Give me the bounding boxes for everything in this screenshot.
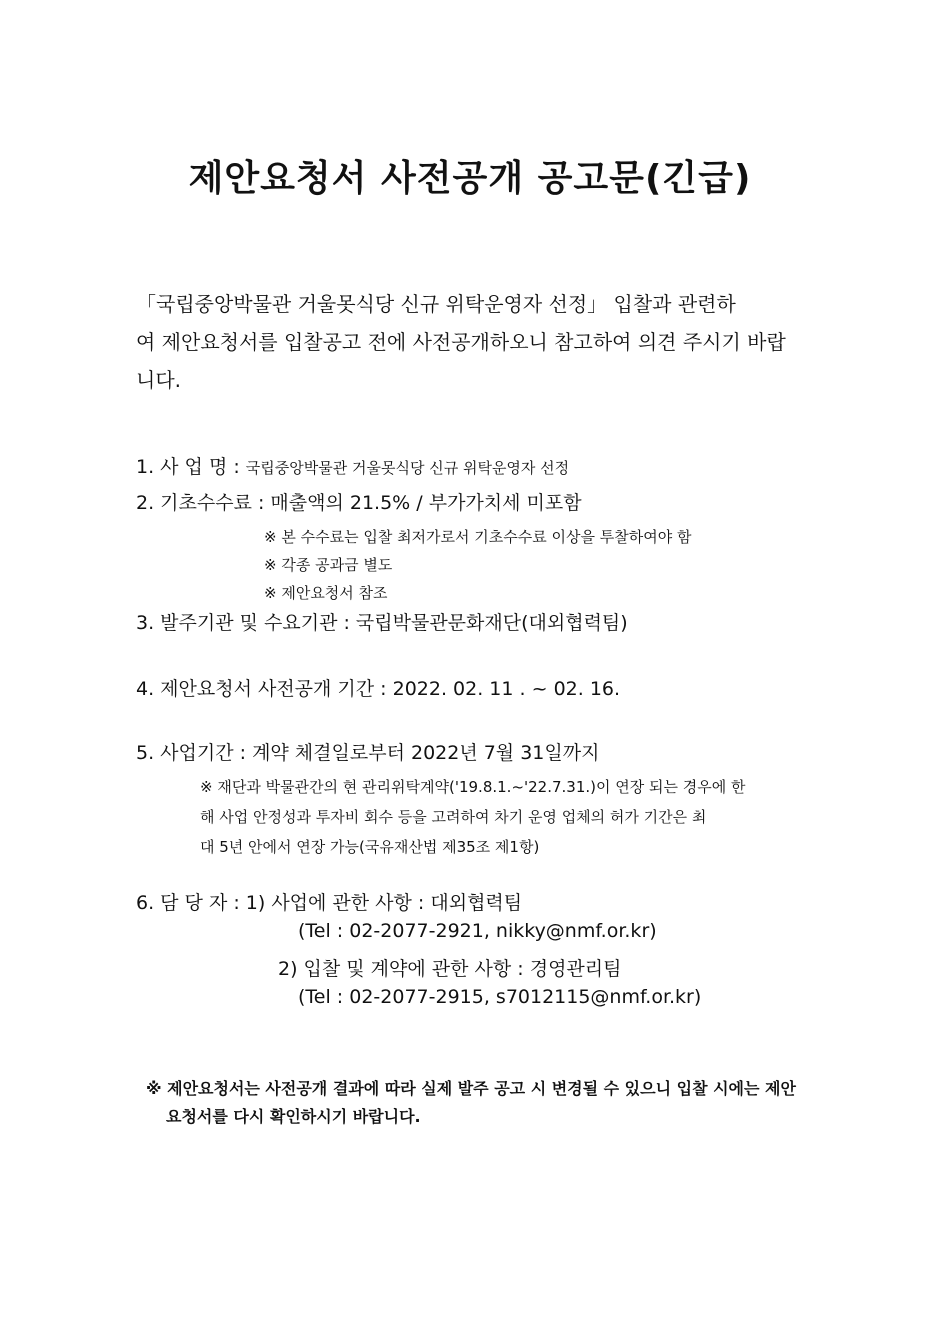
item-5-note-1: ※ 재단과 박물관간의 현 관리위탁계약('19.8.1.~'22.7.31.)이 연장 되는 경우에 한	[200, 778, 746, 796]
item-2-note-3: ※ 제안요청서 참조	[264, 584, 388, 602]
item-1	[136, 452, 569, 479]
page-title: 제안요청서 사전공개 공고문(긴급)	[188, 158, 752, 199]
item-4: 4. 제안요청서 사전공개 기간 : 2022. 02. 11 . ~ 02. 16.	[136, 678, 621, 700]
item-1-value: 국립중앙박물관 거울못식당 신규 위탁운영자 선정	[245, 459, 570, 477]
item-5-label: 5. 사업기간 : 계약 체결일로부터 2022년 7월 31일까지	[136, 742, 600, 764]
item-3: 3. 발주기관 및 수요기관 : 국립박물관문화재단(대외협력팀)	[136, 612, 628, 634]
item-6-line-2: 2) 입찰 및 계약에 관한 사항 : 경영관리팀	[278, 958, 622, 980]
footer-note-line-1: ※ 제안요청서는 사전공개 결과에 따라 실제 발주 공고 시 변경될 수 있으니 입찰 시에는 제안	[146, 1079, 796, 1098]
item-2-note-1: ※ 본 수수료는 입찰 최저가로서 기초수수료 이상을 투찰하여야 함	[264, 528, 692, 546]
item-1-label: 1. 사 업 명 :	[136, 456, 240, 478]
item-5-note-2: 해 사업 안정성과 투자비 회수 등을 고려하여 차기 운영 업체의 허가 기간은 최	[200, 808, 707, 826]
item-2-label: 2. 기초수수료 : 매출액의 21.5% / 부가가치세 미포함	[136, 492, 582, 514]
intro-line-2: 여 제안요청서를 입찰공고 전에 사전공개하오니 참고하여 의견 주시기 바랍	[136, 330, 786, 354]
footer-note-line-2: 요청서를 다시 확인하시기 바랍니다.	[166, 1107, 421, 1126]
item-6-contact-1: (Tel : 02-2077-2921, nikky@nmf.or.kr)	[298, 920, 657, 942]
item-5-note-3: 대 5년 안에서 연장 가능(국유재산법 제35조 제1항)	[200, 838, 540, 856]
item-6-contact-2: (Tel : 02-2077-2915, s7012115@nmf.or.kr)	[298, 986, 702, 1008]
item-2-note-2: ※ 각종 공과금 별도	[264, 556, 393, 574]
intro-line-3: 니다.	[136, 368, 181, 392]
item-6-label: 6. 담 당 자 : 1) 사업에 관한 사항 : 대외협력팀	[136, 892, 523, 914]
intro-line-1: 「국립중앙박물관 거울못식당 신규 위탁운영자 선정」 입찰과 관련하	[136, 292, 736, 316]
